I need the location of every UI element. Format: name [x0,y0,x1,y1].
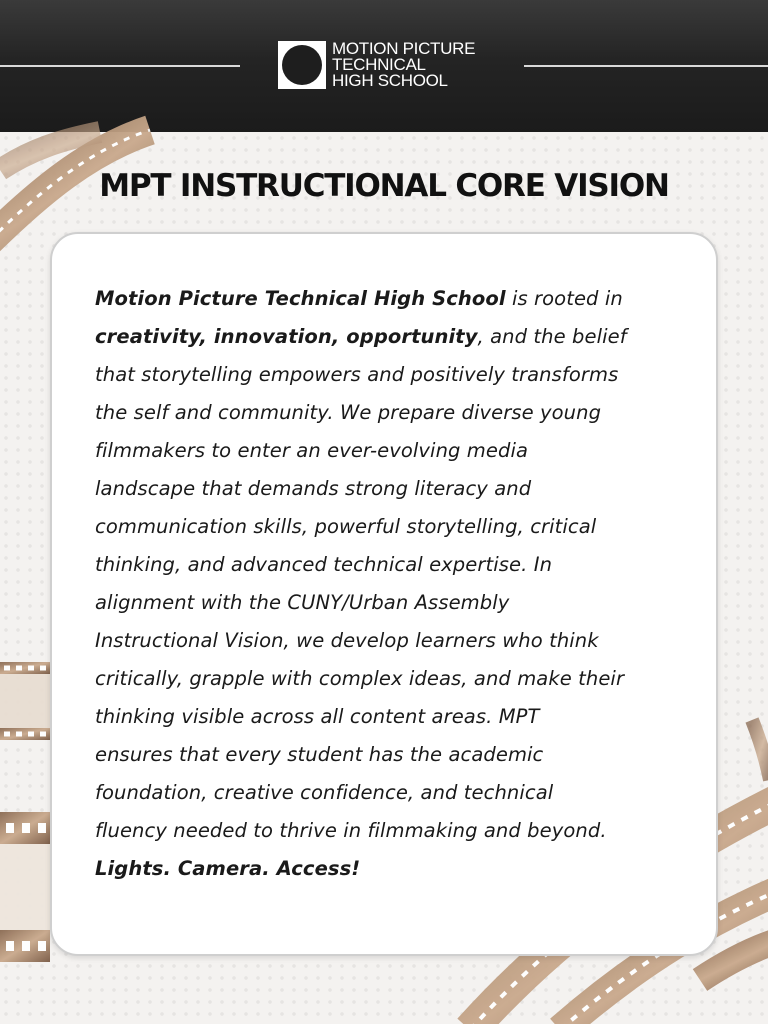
text-line: the self and community. We prepare diverse young [95,401,602,424]
text-line: landscape that demands strong literacy and [95,477,532,500]
text-line: filmmakers to enter an ever-evolving media [95,439,529,462]
text-line: fluency needed to thrive in filmmaking and beyond. [95,819,607,842]
text-fragment: is rooted in [505,287,623,310]
film-strip-left-mid [0,662,50,740]
text-line [95,850,685,888]
text-fragment: , and the belief [477,325,627,348]
text-line: that storytelling empowers and positively transforms [95,363,619,386]
vision-statement [95,280,685,888]
text-line: thinking, and advanced technical expertise. In [95,553,553,576]
text-line: alignment with the CUNY/Urban Assembly [95,591,510,614]
text-line: foundation, creative confidence, and technical [95,781,554,804]
school-name: Motion Picture Technical High School [95,287,506,310]
text-line: communication skills, powerful storytelling, critical [95,515,597,538]
core-values: creativity, innovation, opportunity [95,325,478,348]
text-line: thinking visible across all content areas. MPT [95,705,540,728]
tagline: Lights. Camera. Access! [95,857,361,880]
text-line: critically, grapple with complex ideas, and make their [95,667,625,690]
film-strip-bottom-left [0,812,50,962]
page-title: MPT INSTRUCTIONAL CORE VISION [99,168,669,204]
logo-line: MOTION PICTURE [332,39,476,58]
text-line [95,280,685,318]
logo-line: HIGH SCHOOL [332,71,448,90]
text-line: Instructional Vision, we develop learners who think [95,629,599,652]
logo-line: TECHNICAL [332,55,426,74]
text-line: ensures that every student has the academic [95,743,544,766]
text-line [95,318,685,356]
